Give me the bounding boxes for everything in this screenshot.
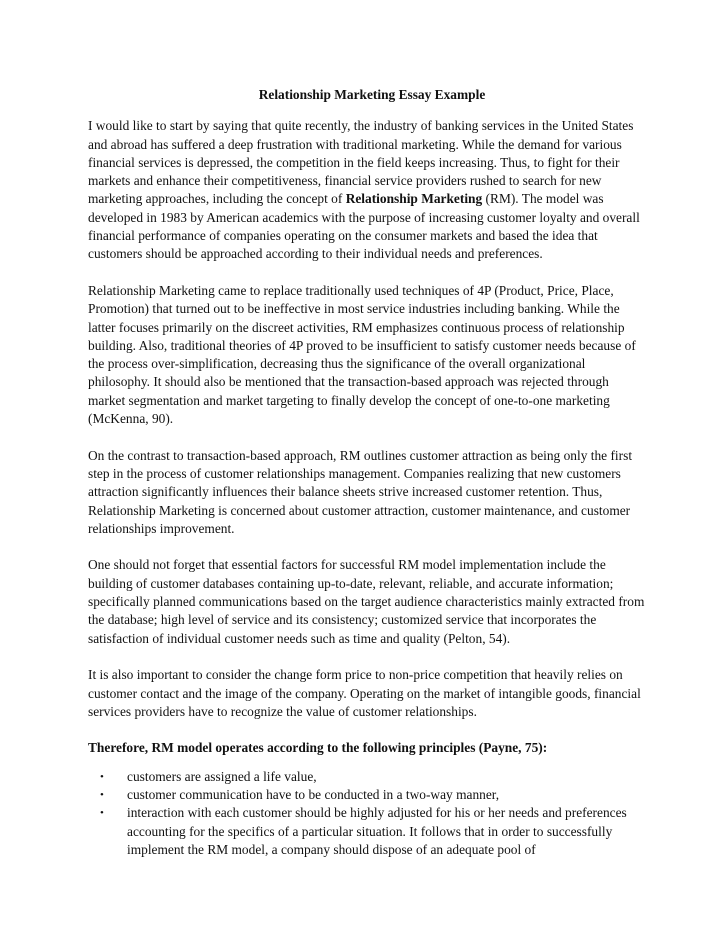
paragraph-intro-text-before: I would like to start by saying that quite recently, the industry of banking services in the United States and abroad has suffered a deep frustration with traditional marketing. While the demand for various financial services is depressed, the competition in the field keeps increasing. Thus, to fight for their markets and enhance their competitiveness, financial service providers rushed to search for new marketing approaches, including the concept of bbox=[88, 118, 634, 207]
bullet-icon: • bbox=[100, 807, 104, 820]
paragraph-intro bbox=[88, 117, 648, 263]
paragraph-transaction-based: On the contrast to transaction-based approach, RM outlines customer attraction as being only the first step in the process of customer relationships management. Companies realizing that new customers attraction significantly influences their balance sheets strive increased customer retention. Thus, Relationship Marketing is concerned about customer attraction, customer maintenance, and customer relationships improvement. bbox=[88, 447, 633, 536]
paragraph-intro-text-after: (RM). The model was developed in 1983 by American academics with the purpose of increasing customer loyalty and overall financial performance of companies operating on the consumer markets and based the idea that customers should be approached according to their individual needs and preferences. bbox=[88, 191, 640, 262]
principles-list bbox=[88, 768, 648, 859]
list-item bbox=[88, 768, 648, 786]
paragraph-essential-factors: One should not forget that essential factors for successful RM model implementation include the building of customer databases containing up-to-date, relevant, reliable, and accurate information; specifically planned communications based on the target audience characteristics mainly extracted from the database; high level of service and its consistency; customized service that incorporates the satisfaction of individual customer needs such as time and quality (Pelton, 54). bbox=[88, 557, 645, 646]
document-page bbox=[88, 86, 648, 859]
list-item bbox=[88, 786, 648, 804]
relationship-marketing-term: Relationship Marketing bbox=[345, 191, 483, 207]
paragraph-non-price-competition: It is also important to consider the change form price to non-price competition that heavily relies on customer contact and the image of the company. Operating on the market of intangible goods, financial services providers have to recognize the value of customer relationships. bbox=[88, 667, 641, 719]
list-item-text: customers are assigned a life value, bbox=[127, 768, 317, 784]
principles-heading: Therefore, RM model operates according to the following principles (Payne, 75): bbox=[88, 740, 548, 756]
bullet-icon: • bbox=[100, 788, 104, 801]
document-title: Relationship Marketing Essay Example bbox=[258, 87, 486, 102]
list-item-text: interaction with each customer should be highly adjusted for his or her needs and preferences accounting for the specifics of a particular situation. It follows that in order to successfully implement the RM model, a company should dispose of an adequate pool of bbox=[127, 805, 627, 857]
bullet-icon: • bbox=[100, 770, 104, 783]
list-item bbox=[88, 804, 648, 859]
list-item-text: customer communication have to be conducted in a two-way manner, bbox=[127, 786, 500, 802]
paragraph-4p: Relationship Marketing came to replace traditionally used techniques of 4P (Product, Price, Place, Promotion) that turned out to be ineffective in most service industries including banking. While the latter focuses primarily on the discreet activities, RM emphasizes continuous process of relationship building. Also, traditional theories of 4P proved to be insufficient to satisfy customer needs because of the process over-simplification, decreasing thus the significance of the overall organizational philosophy. It should also be mentioned that the transaction-based approach was rejected through market segmentation and market targeting to finally develop the concept of one-to-one marketing (McKenna, 90). bbox=[88, 282, 636, 427]
